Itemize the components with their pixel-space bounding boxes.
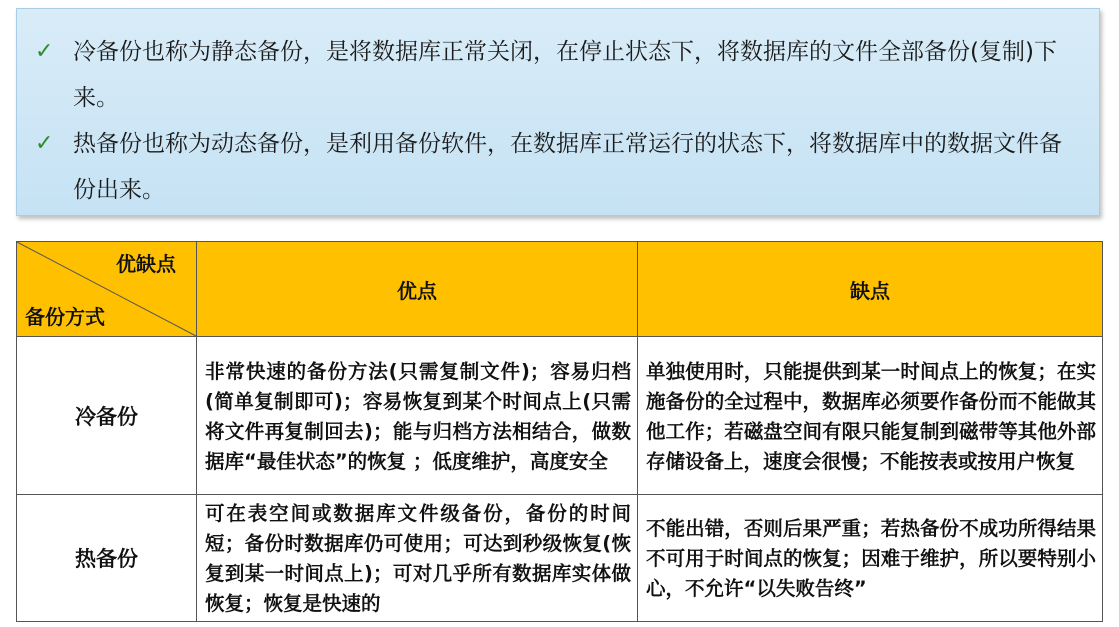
bullet-hot: [35, 121, 1069, 213]
bullet-cold-text: 冷备份也称为静态备份，是将数据库正常关闭，在停止状态下，将数据库的文件全部备份(复制)下来。: [73, 39, 1057, 111]
method-cell: 冷备份: [17, 337, 197, 495]
method-cell: 热备份: [17, 495, 197, 622]
table-row: [17, 337, 1103, 495]
cons-cell: 单独使用时，只能提供到某一时间点上的恢复；在实施备份的全过程中，数据库必须要作备份而不能做其他工作；若磁盘空间有限只能复制到磁带等其他外部存储设备上，速度会很慢；不能按表或按用户恢复: [638, 337, 1103, 495]
corner-label-pros-cons: 优缺点: [116, 252, 176, 276]
column-header-cons: 缺点: [638, 242, 1103, 337]
column-header-pros: 优点: [197, 242, 638, 337]
table-row: [17, 495, 1103, 622]
intro-box: [16, 8, 1100, 216]
bullet-cold: [35, 29, 1069, 121]
bullet-hot-text: 热备份也称为动态备份，是利用备份软件，在数据库正常运行的状态下，将数据库中的数据文件备份出来。: [73, 131, 1062, 203]
pros-cell: 非常快速的备份方法(只需复制文件)；容易归档(简单复制即可)；容易恢复到某个时间点上(只需将文件再复制回去)；能与归档方法相结合，做数据库“最佳状态”的恢复 ；低度维护，高度安全: [197, 337, 638, 495]
corner-label-method: 备份方式: [25, 305, 105, 329]
cons-cell: 不能出错，否则后果严重；若热备份不成功所得结果不可用于时间点的恢复；因难于维护，所以要特别小心，不允许“以失败告终”: [638, 495, 1103, 622]
table-header-row: [17, 242, 1103, 337]
backup-comparison-table: [16, 241, 1103, 622]
pros-cell: 可在表空间或数据库文件级备份，备份的时间短；备份时数据库仍可使用；可达到秒级恢复(恢复到某一时间点上)；可对几乎所有数据库实体做恢复；恢复是快速的: [197, 495, 638, 622]
check-icon: ✓: [35, 39, 54, 64]
check-icon: ✓: [35, 131, 54, 156]
corner-header: [17, 242, 197, 337]
